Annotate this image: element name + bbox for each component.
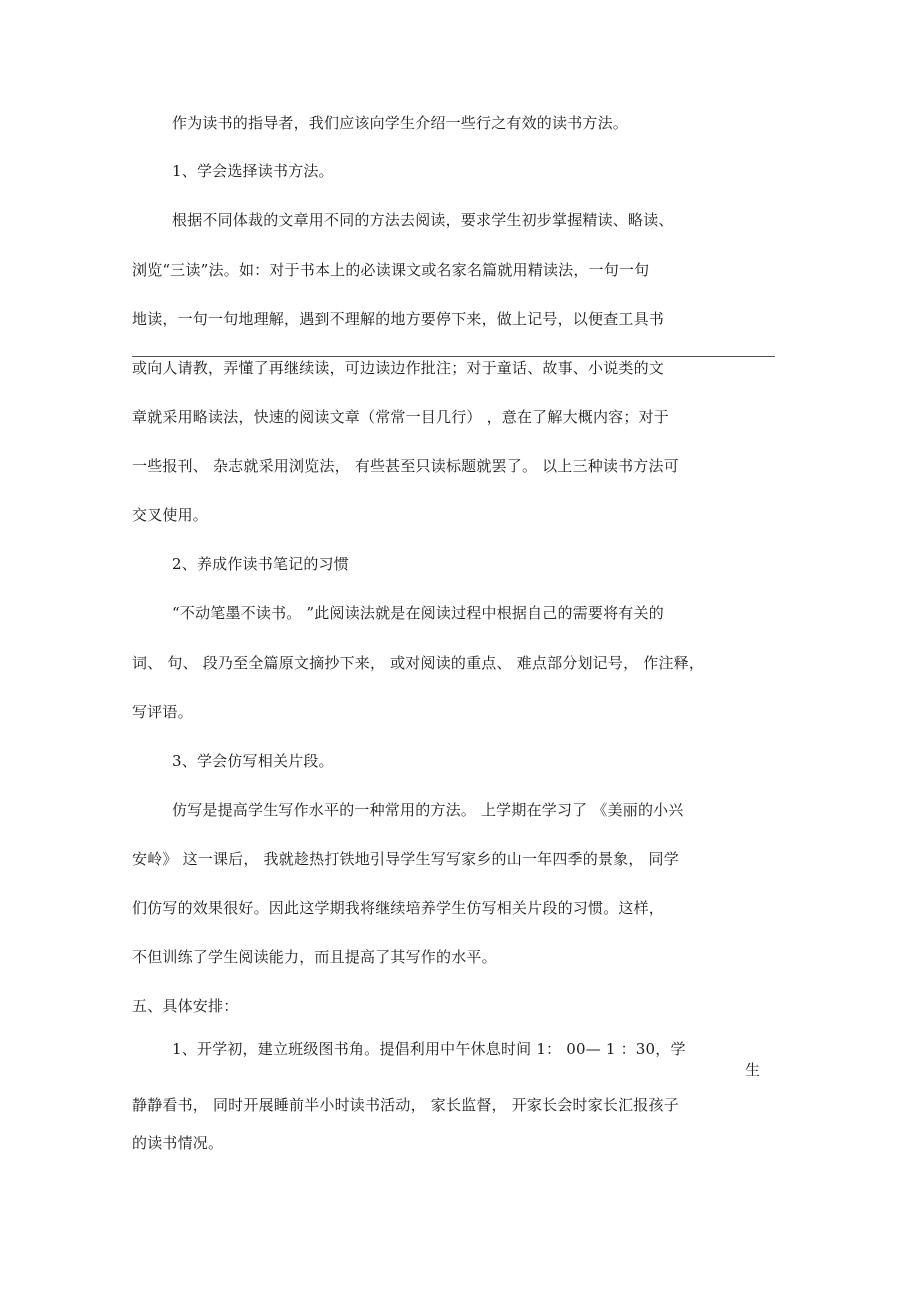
section-heading-5: 五、具体安排： <box>132 997 239 1015</box>
paragraph-line: 地读，一句一句地理解，遇到不理解的地方要停下来，做上记号，以便查工具书 <box>132 310 665 328</box>
paragraph-line: 章就采用略读法，快速的阅读文章（常常一目几行） ，意在了解大概内容；对于 <box>132 408 669 426</box>
paragraph-line: 浏览“三读”法。如：对于书本上的必读课文或名家名篇就用精读法，一句一句 <box>132 261 650 279</box>
paragraph-line: 根据不同体裁的文章用不同的方法去阅读，要求学生初步掌握精读、略读、 <box>172 211 674 229</box>
paragraph-line: 生 <box>745 1061 761 1079</box>
paragraph-line: 一些报刊、 杂志就采用浏览法， 有些甚至只读标题就罢了。 以上三种读书方法可 <box>132 457 679 475</box>
paragraph-line: 1、开学初，建立班级图书角。提倡利用中午休息时间 1： 00— 1 ：30，学 <box>172 1040 686 1058</box>
paragraph-line: 的读书情况。 <box>132 1134 224 1152</box>
section-heading-3: 3、学会仿写相关片段。 <box>172 752 334 770</box>
paragraph-line: 安岭》 这一课后， 我就趁热打铁地引导学生写写家乡的山一年四季的景象， 同学 <box>132 850 679 868</box>
intro-line: 作为读书的指导者，我们应该向学生介绍一些行之有效的读书方法。 <box>172 114 629 132</box>
paragraph-line: 交叉使用。 <box>132 506 209 524</box>
horizontal-rule <box>132 356 775 357</box>
paragraph-line: 或向人请教，弄懂了再继续读，可边读边作批注；对于童话、故事、小说类的文 <box>132 359 665 377</box>
paragraph-line: 们仿写的效果很好。因此这学期我将继续培养学生仿写相关片段的习惯。这样， <box>132 899 665 917</box>
section-heading-2: 2、养成作读书笔记的习惯 <box>172 555 349 573</box>
paragraph-line: 写评语。 <box>132 703 193 721</box>
paragraph-line: “不动笔墨不读书。 ”此阅读法就是在阅读过程中根据自己的需要将有关的 <box>172 604 664 622</box>
paragraph-line: 仿写是提高学生写作水平的一种常用的方法。 上学期在学习了 《美丽的小兴 <box>172 801 684 819</box>
paragraph-line: 词、 句、 段乃至全篇原文摘抄下来， 或对阅读的重点、 难点部分划记号， 作注释， <box>132 654 705 672</box>
section-heading-1: 1、学会选择读书方法。 <box>172 162 334 180</box>
paragraph-line: 不但训练了学生阅读能力，而且提高了其写作的水平。 <box>132 948 497 966</box>
paragraph-line: 静静看书， 同时开展睡前半小时读书活动， 家长监督， 开家长会时家长汇报孩子 <box>132 1096 679 1114</box>
